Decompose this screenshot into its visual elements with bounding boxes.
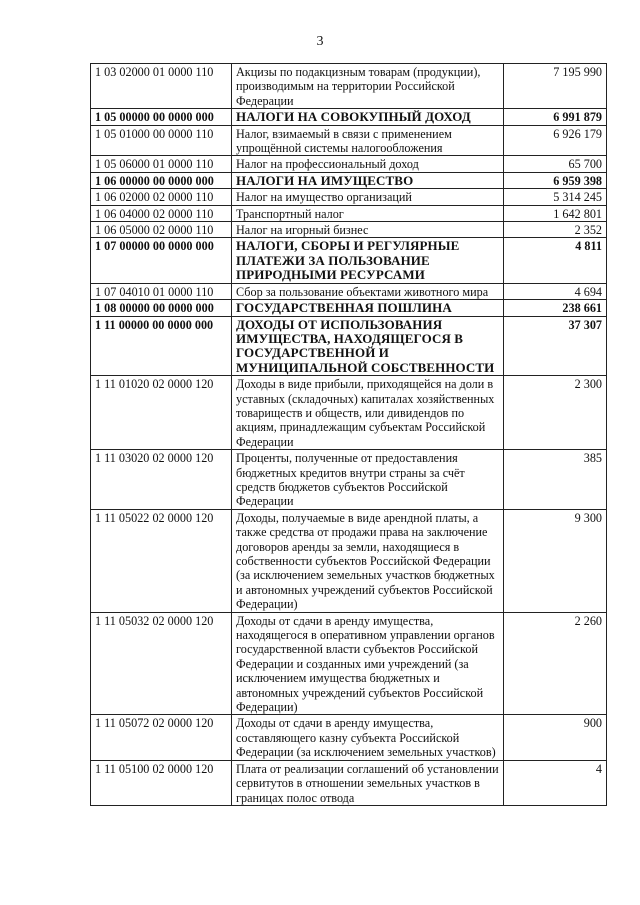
code-cell: 1 11 05032 02 0000 120: [91, 612, 232, 715]
amount-cell: 9 300: [504, 509, 607, 612]
code-cell: 1 05 01000 00 0000 110: [91, 125, 232, 156]
code-cell: 1 06 00000 00 0000 000: [91, 172, 232, 188]
code-cell: 1 11 05072 02 0000 120: [91, 715, 232, 760]
code-cell: 1 06 02000 02 0000 110: [91, 189, 232, 205]
description-cell: Проценты, полученные от предоставления бюджетных кредитов внутри страны за счёт средств бюджетов субъектов Российской Федерации: [232, 450, 504, 510]
description-cell: Транспортный налог: [232, 205, 504, 221]
table-row: [91, 156, 607, 172]
description-cell: Доходы от сдачи в аренду имущества, находящегося в оперативном управлении органов государственной власти субъектов Российской Федерации и созданных ими учреждений (за исключением имущества бюджетных и автономных учреждений субъектов Российской Федерации): [232, 612, 504, 715]
code-cell: 1 06 04000 02 0000 110: [91, 205, 232, 221]
amount-cell: 4: [504, 760, 607, 805]
amount-cell: 6 926 179: [504, 125, 607, 156]
table-row: [91, 205, 607, 221]
description-cell: Налог на имущество организаций: [232, 189, 504, 205]
table-row-section-heading: [91, 316, 607, 376]
table-row-section-heading: [91, 172, 607, 188]
amount-cell: 2 260: [504, 612, 607, 715]
table-row: [91, 64, 607, 109]
description-cell: Доходы в виде прибыли, приходящейся на доли в уставных (складочных) капиталах хозяйственных товариществ и обществ, или дивидендов по акциям, принадлежащим субъектам Российской Федерации: [232, 376, 504, 450]
table-row-section-heading: [91, 109, 607, 125]
description-cell: Налог на профессиональный доход: [232, 156, 504, 172]
amount-cell: 4 694: [504, 283, 607, 299]
code-cell: 1 07 04010 01 0000 110: [91, 283, 232, 299]
amount-cell: 2 352: [504, 222, 607, 238]
amount-cell: 900: [504, 715, 607, 760]
amount-cell: 5 314 245: [504, 189, 607, 205]
amount-cell: 4 811: [504, 238, 607, 283]
description-cell: ДОХОДЫ ОТ ИСПОЛЬЗОВАНИЯ ИМУЩЕСТВА, НАХОДЯЩЕГОСЯ В ГОСУДАРСТВЕННОЙ И МУНИЦИПАЛЬНОЙ СОБСТВЕННОСТИ: [232, 316, 504, 376]
amount-cell: 238 661: [504, 300, 607, 316]
code-cell: 1 06 05000 02 0000 110: [91, 222, 232, 238]
description-cell: Доходы от сдачи в аренду имущества, составляющего казну субъекта Российской Федерации (за исключением земельных участков): [232, 715, 504, 760]
description-cell: Налог, взимаемый в связи с применением упрощённой системы налогообложения: [232, 125, 504, 156]
code-cell: 1 11 05022 02 0000 120: [91, 509, 232, 612]
table-row: [91, 189, 607, 205]
amount-cell: 65 700: [504, 156, 607, 172]
code-cell: 1 07 00000 00 0000 000: [91, 238, 232, 283]
description-cell: Сбор за пользование объектами животного мира: [232, 283, 504, 299]
code-cell: 1 11 05100 02 0000 120: [91, 760, 232, 805]
table-row: [91, 450, 607, 510]
description-cell: Акцизы по подакцизным товарам (продукции), производимым на территории Российской Федерации: [232, 64, 504, 109]
code-cell: 1 08 00000 00 0000 000: [91, 300, 232, 316]
description-cell: НАЛОГИ, СБОРЫ И РЕГУЛЯРНЫЕ ПЛАТЕЖИ ЗА ПОЛЬЗОВАНИЕ ПРИРОДНЫМИ РЕСУРСАМИ: [232, 238, 504, 283]
amount-cell: 1 642 801: [504, 205, 607, 221]
amount-cell: 37 307: [504, 316, 607, 376]
description-cell: НАЛОГИ НА СОВОКУПНЫЙ ДОХОД: [232, 109, 504, 125]
table-row-section-heading: [91, 238, 607, 283]
budget-revenue-table: [90, 63, 607, 806]
table-row: [91, 509, 607, 612]
amount-cell: 2 300: [504, 376, 607, 450]
table-row: [91, 612, 607, 715]
amount-cell: 385: [504, 450, 607, 510]
code-cell: 1 11 03020 02 0000 120: [91, 450, 232, 510]
amount-cell: 6 991 879: [504, 109, 607, 125]
table-row: [91, 283, 607, 299]
page-number: 3: [316, 34, 324, 49]
table-row: [91, 715, 607, 760]
table-row-section-heading: [91, 300, 607, 316]
code-cell: 1 11 00000 00 0000 000: [91, 316, 232, 376]
code-cell: 1 11 01020 02 0000 120: [91, 376, 232, 450]
table-row: [91, 222, 607, 238]
amount-cell: 7 195 990: [504, 64, 607, 109]
table-row: [91, 125, 607, 156]
code-cell: 1 03 02000 01 0000 110: [91, 64, 232, 109]
description-cell: Налог на игорный бизнес: [232, 222, 504, 238]
description-cell: НАЛОГИ НА ИМУЩЕСТВО: [232, 172, 504, 188]
table-row: [91, 376, 607, 450]
table-row: [91, 760, 607, 805]
code-cell: 1 05 06000 01 0000 110: [91, 156, 232, 172]
code-cell: 1 05 00000 00 0000 000: [91, 109, 232, 125]
description-cell: Доходы, получаемые в виде арендной платы, а также средства от продажи права на заключение договоров аренды за земли, находящиеся в собственности субъектов Российской Федерации (за исключением земельных участков бюджетных и автономных учреждений субъектов Российской Федерации): [232, 509, 504, 612]
table-body: [91, 64, 607, 806]
description-cell: Плата от реализации соглашений об установлении сервитутов в отношении земельных участков в границах полос отвода: [232, 760, 504, 805]
description-cell: ГОСУДАРСТВЕННАЯ ПОШЛИНА: [232, 300, 504, 316]
amount-cell: 6 959 398: [504, 172, 607, 188]
